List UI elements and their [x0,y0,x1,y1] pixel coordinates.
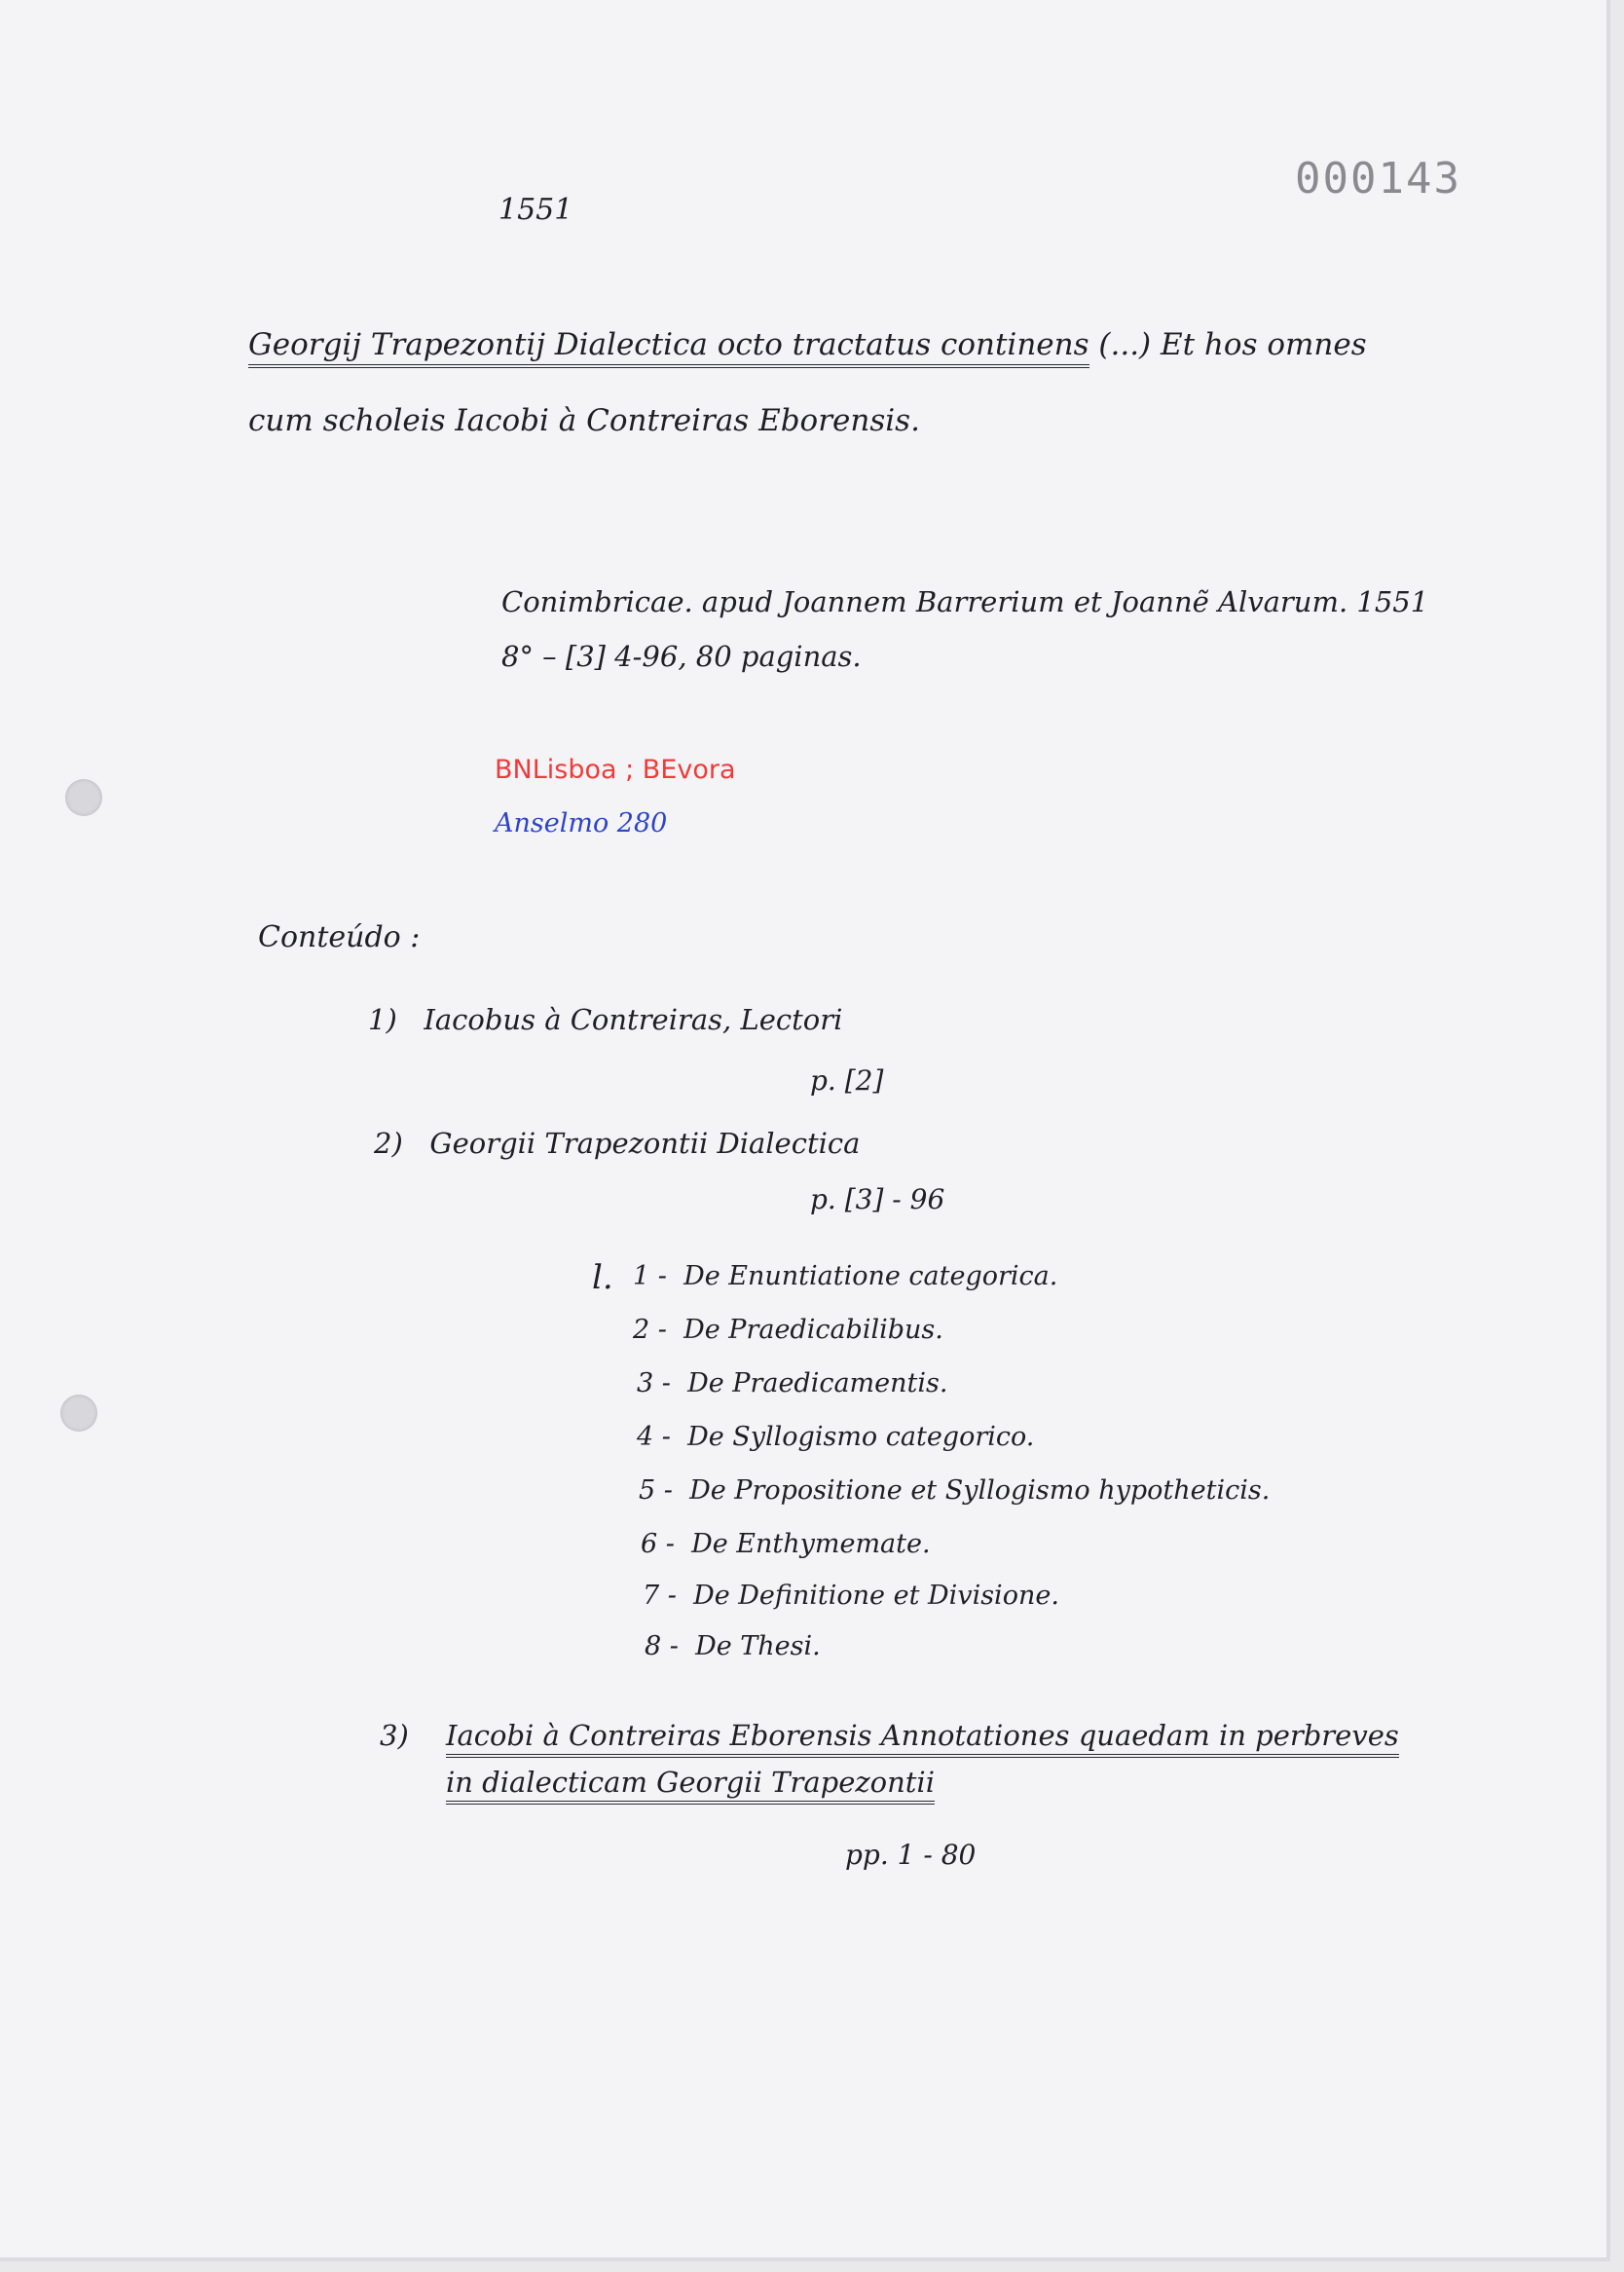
punch-hole [60,1395,97,1432]
book-number: 4 - [637,1422,671,1452]
book-title: De Thesi. [695,1631,821,1661]
item-text: Georgii Trapezontii Dialectica [429,1127,861,1160]
punch-hole [65,779,102,816]
title-line-2: cum scholeis Iacobi à Contreiras Eborensis. [248,403,920,438]
item-3-pages: pp. 1 - 80 [845,1839,977,1871]
imprint-line-2: 8° – [3] 4-96, 80 paginas. [501,640,862,673]
book-title: De Enuntiatione categorica. [683,1261,1058,1291]
book-7 [643,1581,1059,1611]
book-6 [641,1529,931,1559]
contents-item-2 [374,1127,860,1160]
archive-number-stamp: 000143 [1295,154,1461,204]
reference-label: Anselmo 280 [495,808,668,838]
title-rest: (...) Et hos omnes [1098,327,1367,362]
item-text: Iacobus à Contreiras, Lectori [424,1003,843,1036]
book-number: 7 - [643,1581,677,1611]
item-number: 1) [368,1003,397,1036]
book-number: 2 - [633,1315,667,1345]
book-4 [637,1422,1034,1452]
book-title: De Definitione et Divisione. [693,1581,1059,1611]
book-8 [645,1631,821,1661]
imprint [501,575,1428,684]
book-title [248,321,1514,444]
book-title: De Syllogismo categorico. [687,1422,1035,1452]
book-5 [639,1475,1270,1506]
book-number: 5 - [639,1475,673,1506]
book-label: l. [592,1258,613,1297]
book-2 [633,1315,943,1345]
book-number: 6 - [641,1529,675,1559]
item-3-line-2: in dialecticam Georgii Trapezontii [446,1766,935,1805]
title-underlined: Georgij Trapezontij Dialectica octo tractatus continens [248,327,1089,368]
book-number: 3 - [637,1368,671,1398]
book-3 [637,1368,947,1398]
contents-item-3-number: 3) [380,1719,409,1752]
book-title: De Enthymemate. [691,1529,931,1559]
item-3-line-1: Iacobi à Contreiras Eborensis Annotationes quaedam in perbreves [446,1719,1399,1758]
item-number: 2) [374,1127,403,1160]
contents-item-3 [446,1719,1399,1799]
contents-item-1 [368,1003,842,1036]
book-title: De Propositione et Syllogismo hypotheticis. [689,1475,1271,1506]
book-title: De Praedicabilibus. [683,1315,943,1345]
item-1-pages: p. [2] [810,1064,884,1097]
book-1 [633,1261,1057,1291]
book-title: De Praedicamentis. [687,1368,948,1398]
book-number: 1 - [633,1261,667,1291]
imprint-line-1: Conimbricae. apud Joannem Barrerium et Joannẽ Alvarum. 1551 [501,585,1429,618]
contents-heading: Conteúdo : [258,920,421,954]
holdings-label: BNLisboa ; BEvora [495,755,736,785]
year-label: 1551 [498,193,573,227]
book-number: 8 - [645,1631,679,1661]
item-2-pages: p. [3] - 96 [810,1183,945,1215]
